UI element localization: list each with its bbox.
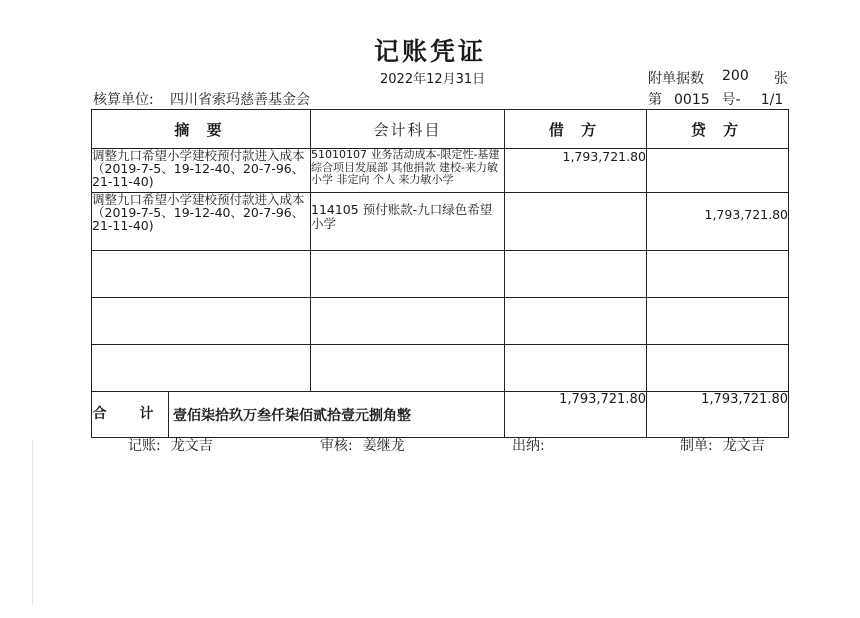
total-debit: 1,793,721.80 xyxy=(505,392,647,438)
entry-summary: 调整九口希望小学建校预付款进入成本（2019-7-5、19-12-40、20-7-96、21-11-40) xyxy=(92,193,311,251)
header-credit: 贷 方 xyxy=(647,110,789,149)
voucher-prefix: 第 xyxy=(648,92,662,108)
voucher-no-value: 0015 xyxy=(674,92,710,108)
cashier-label: 出纳: xyxy=(512,438,545,454)
bookkeeper-name: 龙文吉 xyxy=(170,438,213,454)
entry-credit: 1,793,721.80 xyxy=(647,193,789,251)
attachments-unit: 张 xyxy=(774,71,788,87)
header-summary: 摘 要 xyxy=(92,110,311,149)
reviewer-label: 审核: xyxy=(320,438,353,454)
voucher-title: 记账凭证 xyxy=(373,37,486,66)
scan-edge-line xyxy=(32,440,33,605)
reviewer-name: 姜继龙 xyxy=(362,438,405,454)
entry-summary: 调整九口希望小学建校预付款进入成本（2019-7-5、19-12-40、20-7-96、21-11-40) xyxy=(92,149,311,193)
accounting-unit-name: 四川省索玛慈善基金会 xyxy=(170,92,310,108)
voucher-date: 2022年12月31日 xyxy=(380,72,486,87)
voucher-number xyxy=(648,89,795,109)
reviewer-signature xyxy=(320,435,405,455)
voucher-table xyxy=(91,109,789,438)
table-header-row xyxy=(92,110,789,149)
attachments-count: 200 xyxy=(722,68,749,84)
cashier-signature xyxy=(512,435,555,455)
total-amount-in-words: 壹佰柒拾玖万叁仟柒佰贰拾壹元捌角整 xyxy=(173,407,411,424)
accounting-unit-label: 核算单位: xyxy=(93,92,154,108)
entry-account: 114105 预付账款-九口绿色希望小学 xyxy=(311,193,505,251)
table-row-blank xyxy=(92,345,789,392)
preparer-signature xyxy=(680,435,765,455)
table-row xyxy=(92,193,789,251)
entry-account: 51010107 业务活动成本-限定性-基建综合项目发展部 其他捐款 建校-来力敏小学 非定向 个人 来力敏小学 xyxy=(311,149,505,193)
attachments-label: 附单据数 xyxy=(648,71,704,87)
table-row-blank xyxy=(92,298,789,345)
table-row xyxy=(92,149,789,193)
entry-debit xyxy=(505,193,647,251)
voucher-page: 1/1 xyxy=(760,92,784,108)
header-debit: 借 方 xyxy=(505,110,647,149)
table-row-blank xyxy=(92,251,789,298)
total-credit: 1,793,721.80 xyxy=(647,392,789,438)
entry-credit xyxy=(647,149,789,193)
table-total-row xyxy=(92,392,789,438)
total-cell xyxy=(92,392,505,438)
voucher-suffix: 号- xyxy=(721,92,741,108)
preparer-label: 制单: xyxy=(680,438,713,454)
entry-debit: 1,793,721.80 xyxy=(505,149,647,193)
bookkeeper-signature xyxy=(128,435,213,455)
bookkeeper-label: 记账: xyxy=(128,438,161,454)
total-label: 合 计 xyxy=(92,392,169,437)
preparer-name: 龙文吉 xyxy=(722,438,765,454)
header-account: 会计科目 xyxy=(311,110,505,149)
